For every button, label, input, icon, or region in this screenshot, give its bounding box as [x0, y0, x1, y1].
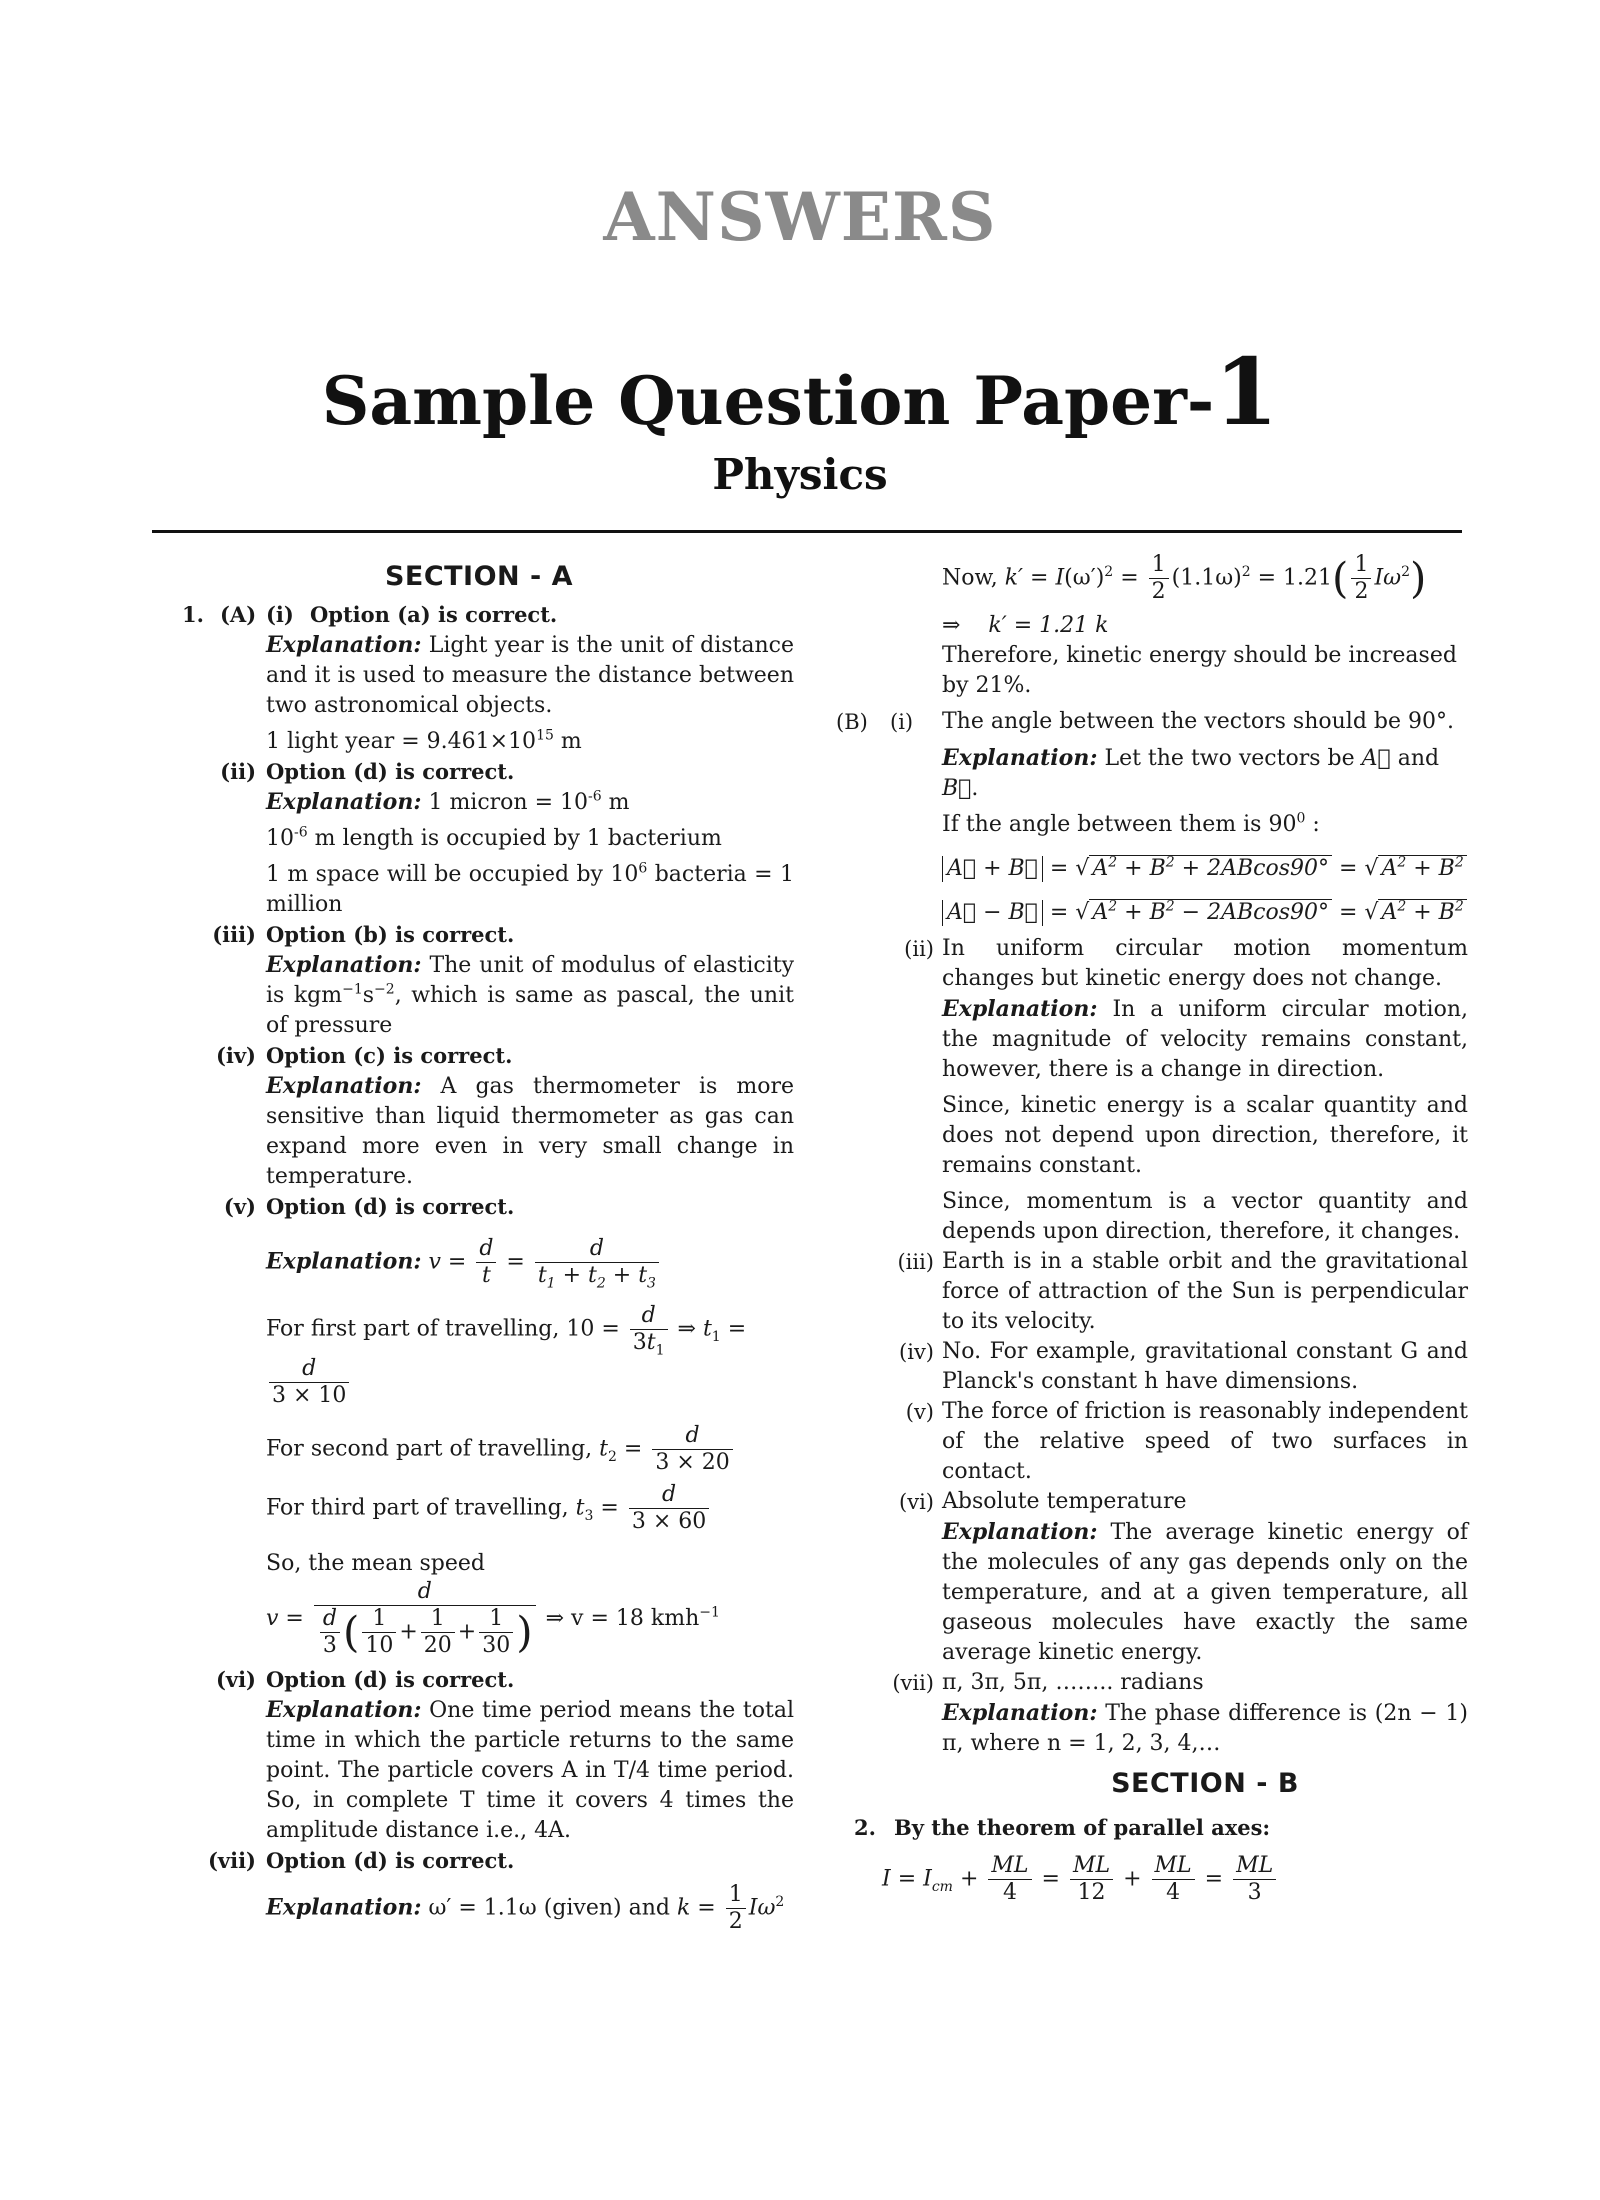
- answer-text: In uniform circular motion momentum changes but kinetic energy does not change.: [942, 936, 1468, 991]
- subject-heading: Physics: [712, 450, 888, 499]
- answer-text: The force of friction is reasonably independent of the relative speed of two surfaces in contact.: [942, 1399, 1468, 1484]
- explanation: [942, 1698, 1468, 1759]
- mean-speed-result: ⇒ v = 18 kmh: [545, 1606, 700, 1631]
- light-year-unit: m: [553, 729, 582, 754]
- light-year-value: [266, 727, 794, 757]
- kinetic-energy-equation: Explanation: ω′ = 1.1ω (given) and k = $\frac{1}{2}$ $I\omega^2$: [266, 1882, 785, 1934]
- option-text: Option (d) is correct.: [266, 759, 515, 784]
- explanation-label: Explanation:: [266, 952, 422, 978]
- explanation-text: One time period means the total time in which the particle returns to the same point. The particle covers A in T/4 time period. So, in complete T time it covers 4 times the amplitude distance i.e., 4A.: [266, 1698, 794, 1843]
- therefore-text: Therefore, kinetic energy should be increased by 21%.: [942, 643, 1457, 698]
- sub-label: (ii): [220, 759, 256, 784]
- second-part-label: For second part of travelling,: [266, 1436, 593, 1462]
- angle-text: If the angle between them is 90: [942, 812, 1297, 837]
- explanation: [266, 1695, 794, 1846]
- section-a-heading: SECTION - A: [384, 561, 574, 592]
- mean-speed-label: So, the mean speed: [266, 1551, 485, 1576]
- kinetic-energy-note: Since, kinetic energy is a scalar quantity and does not depend upon direction, therefore, it remains constant.: [942, 1093, 1468, 1178]
- sub-label: (vii): [892, 1671, 934, 1695]
- header-rule: [152, 530, 1462, 533]
- second-part-equation: For second part of travelling, $t_2$ = $\frac{d}{3 \times 20}$: [266, 1423, 794, 1476]
- light-year-exp: 15: [536, 727, 554, 744]
- implies: ⇒: [942, 613, 961, 638]
- k-value: k′ = 1.21 k: [988, 613, 1109, 638]
- answer-1a-ii: [164, 757, 794, 787]
- explanation: [942, 994, 1468, 1085]
- explanation-text: 1 micron = 10: [428, 790, 589, 815]
- answer-text: The angle between the vectors should be 90°.: [942, 709, 1454, 734]
- sub-label: (iv): [899, 1340, 934, 1364]
- paper-title-text: Sample Question Paper-: [321, 362, 1215, 440]
- vector-sum-equation: A⃗ + B⃗ = √ $A^2 + B^2 + 2ABcos90^\circ$ = √ $A^2 + B^2$: [942, 854, 1468, 884]
- and-text: and: [1397, 746, 1440, 771]
- explanation-text: In a uniform circular motion, the magnitude of velocity remains constant, however, there is a change in direction.: [942, 997, 1468, 1082]
- exp-s: s: [362, 983, 375, 1008]
- sub-label: (iii): [897, 1250, 934, 1274]
- right-column: [828, 552, 1468, 1906]
- bacterium-line: [266, 824, 794, 854]
- answer-text: Absolute temperature: [942, 1489, 1187, 1514]
- option-text: Option (a) is correct.: [310, 602, 558, 627]
- explanation-label: Explanation:: [266, 632, 422, 658]
- explanation-text: Let the two vectors be: [1104, 746, 1355, 771]
- answer-1a-iii: [164, 920, 794, 950]
- sub-label: (iv): [215, 1043, 256, 1068]
- answer-2: [828, 1813, 1468, 1843]
- option-text: Option (d) is correct.: [266, 1194, 515, 1219]
- left-column: [164, 552, 794, 1935]
- answer-1b-vi: [828, 1487, 1468, 1517]
- answer-text: Earth is in a stable orbit and the gravitational force of attraction of the Sun is perpendicular to its velocity.: [942, 1249, 1468, 1334]
- answer-1a-vii: [164, 1846, 794, 1876]
- explanation-label: Explanation:: [266, 789, 422, 815]
- option-text: Option (b) is correct.: [266, 922, 515, 947]
- explanation-text: The phase difference is (2n − 1) π, where n = 1, 2, 3, 4,…: [942, 1701, 1468, 1756]
- bacteria-a: 1 m space will be occupied by 10: [266, 862, 639, 887]
- part-label: (B): [836, 710, 868, 734]
- k-result: [942, 611, 1468, 641]
- bacterium-b: m length is occupied by 1 bacterium: [307, 826, 722, 851]
- explanation-label: Explanation:: [266, 1697, 422, 1723]
- answers-heading: ANSWERS: [603, 178, 997, 256]
- new-kinetic-energy: Now, $k' = I(\omega')^2$ = $\frac{1}{2}$ $(1.1\omega)^2 = 1.21$( $\frac{1}{2}$ $I\omega^2$): [942, 552, 1427, 604]
- speed-equation: Explanation: v = $\frac{d}{t}$ = $\frac{d}{t_1 + t_2 + t_3}$: [266, 1236, 794, 1289]
- option-text: Option (d) is correct.: [266, 1848, 515, 1873]
- sub-label: (i): [266, 602, 294, 627]
- explanation-text: The average kinetic energy of the molecules of any gas depends only on the temperature, and at a given temperature, all gaseous molecules have exactly the same average kinetic energy.: [942, 1520, 1468, 1665]
- explanation: [266, 950, 794, 1041]
- exp-sup-1: −1: [342, 981, 363, 998]
- explanation-label: Explanation:: [266, 1248, 422, 1275]
- bacteria-b: bacteria = 1 million: [266, 862, 794, 917]
- explanation-a: The unit of modulus of elasticity is kgm: [266, 953, 794, 1008]
- light-year-text: 1 light year = 9.461×10: [266, 729, 537, 754]
- angle-sup: 0: [1296, 810, 1306, 827]
- answer-1b-v: [828, 1397, 1468, 1487]
- unit: m: [601, 790, 630, 815]
- explanation-label: Explanation:: [266, 1894, 422, 1921]
- explanation-b: , which is same as pascal, the unit of pressure: [266, 983, 794, 1038]
- bacterium-a: 10: [266, 826, 294, 851]
- explanation-label: Explanation:: [942, 1519, 1098, 1545]
- explanation-text: Light year is the unit of distance and it is used to measure the distance between two astronomical objects.: [266, 633, 794, 718]
- omega-given: ω′ = 1.1ω: [428, 1895, 537, 1921]
- part-label: (A): [220, 602, 257, 627]
- paper-title: [0, 338, 1600, 446]
- answer-1b-vii: [828, 1668, 1468, 1698]
- explanation: Explanation: Let the two vectors be A⃗ and B⃗.: [942, 745, 1440, 801]
- now-label: Now,: [942, 565, 998, 591]
- paper-number: 1: [1214, 338, 1279, 446]
- sub-label: (v): [905, 1400, 934, 1424]
- first-part-equation: For first part of travelling, 10 = $\frac{d}{3t_1}$ ⇒ $t_1$ = $\frac{d}{3 \times 10}$: [266, 1303, 747, 1408]
- explanation: [266, 1071, 794, 1192]
- answer-1b-ii: [828, 934, 1468, 994]
- explanation-label: Explanation:: [942, 745, 1098, 771]
- option-text: Option (c) is correct.: [266, 1043, 513, 1068]
- sub-label: (ii): [904, 937, 934, 961]
- sub-label: (vi): [899, 1490, 934, 1514]
- answer-1b-iii: [828, 1247, 1468, 1337]
- first-part-label: For first part of travelling,: [266, 1316, 560, 1342]
- answer-1a-v: [164, 1192, 794, 1222]
- sub-label: (v): [223, 1194, 256, 1219]
- explanation-label: Explanation:: [266, 1073, 422, 1099]
- k-label: k =: [676, 1895, 716, 1921]
- explanation: [266, 787, 794, 818]
- answer-text: π, 3π, 5π, …….. radians: [942, 1670, 1204, 1695]
- parallel-axes-equation: $I = I_{cm}$ + $\frac{ML}{4}$ = $\frac{ML}{12}$ + $\frac{ML}{4}$ = $\frac{ML}{3}$: [828, 1853, 1468, 1906]
- answer-1b-i: [828, 707, 1468, 737]
- question-number: 1.: [182, 602, 204, 627]
- bacteria-sup: 6: [638, 860, 648, 877]
- exp-sup-2: −2: [374, 981, 395, 998]
- sub-label: (vi): [215, 1667, 256, 1692]
- answer-text: No. For example, gravitational constant G and Planck's constant h have dimensions.: [942, 1339, 1468, 1394]
- explanation-text: A gas thermometer is more sensitive than liquid thermometer as gas can expand more even in very small change in temperature.: [266, 1074, 794, 1189]
- sub-label: (vii): [207, 1848, 256, 1873]
- exponent: -6: [588, 788, 602, 805]
- explanation: [942, 1517, 1468, 1668]
- answer-1a-i: [164, 600, 794, 630]
- section-b-heading: SECTION - B: [1111, 1768, 1299, 1799]
- angle-condition: If the angle between them is $90^0$ :: [942, 810, 1320, 837]
- sub-label: (i): [890, 710, 914, 734]
- third-part-label: For third part of travelling,: [266, 1495, 569, 1521]
- bacterium-sup: -6: [294, 824, 308, 841]
- mean-speed-sup: −1: [699, 1604, 720, 1621]
- answer-2-text: By the theorem of parallel axes:: [894, 1815, 1271, 1840]
- third-part-equation: For third part of travelling, $t_3$ = $\frac{d}{3 \times 60}$: [266, 1482, 794, 1535]
- answer-1a-vi: [164, 1665, 794, 1695]
- given-text: (given) and: [536, 1895, 677, 1921]
- explanation-label: Explanation:: [942, 996, 1098, 1022]
- question-number: 2.: [854, 1815, 876, 1840]
- bacteria-space-line: [266, 860, 794, 920]
- explanation: [266, 630, 794, 721]
- answer-1b-iv: [828, 1337, 1468, 1397]
- explanation-label: Explanation:: [942, 1700, 1098, 1726]
- option-text: Option (d) is correct.: [266, 1667, 515, 1692]
- momentum-note: Since, momentum is a vector quantity and depends upon direction, therefore, it changes.: [942, 1189, 1468, 1244]
- answer-1a-iv: [164, 1041, 794, 1071]
- sub-label: (iii): [212, 922, 256, 947]
- vector-diff-equation: A⃗ − B⃗ = √ $A^2 + B^2 - 2ABcos90^\circ$ = √ $A^2 + B^2$: [942, 898, 1468, 928]
- mean-speed-equation: v = d $\frac{d}{3}$ ( $\frac{1}{10}$ + $\frac{1}{20}$ + $\frac{1}{30}$ ) ⇒ v = 18 kmh$^{-1}$: [266, 1579, 720, 1658]
